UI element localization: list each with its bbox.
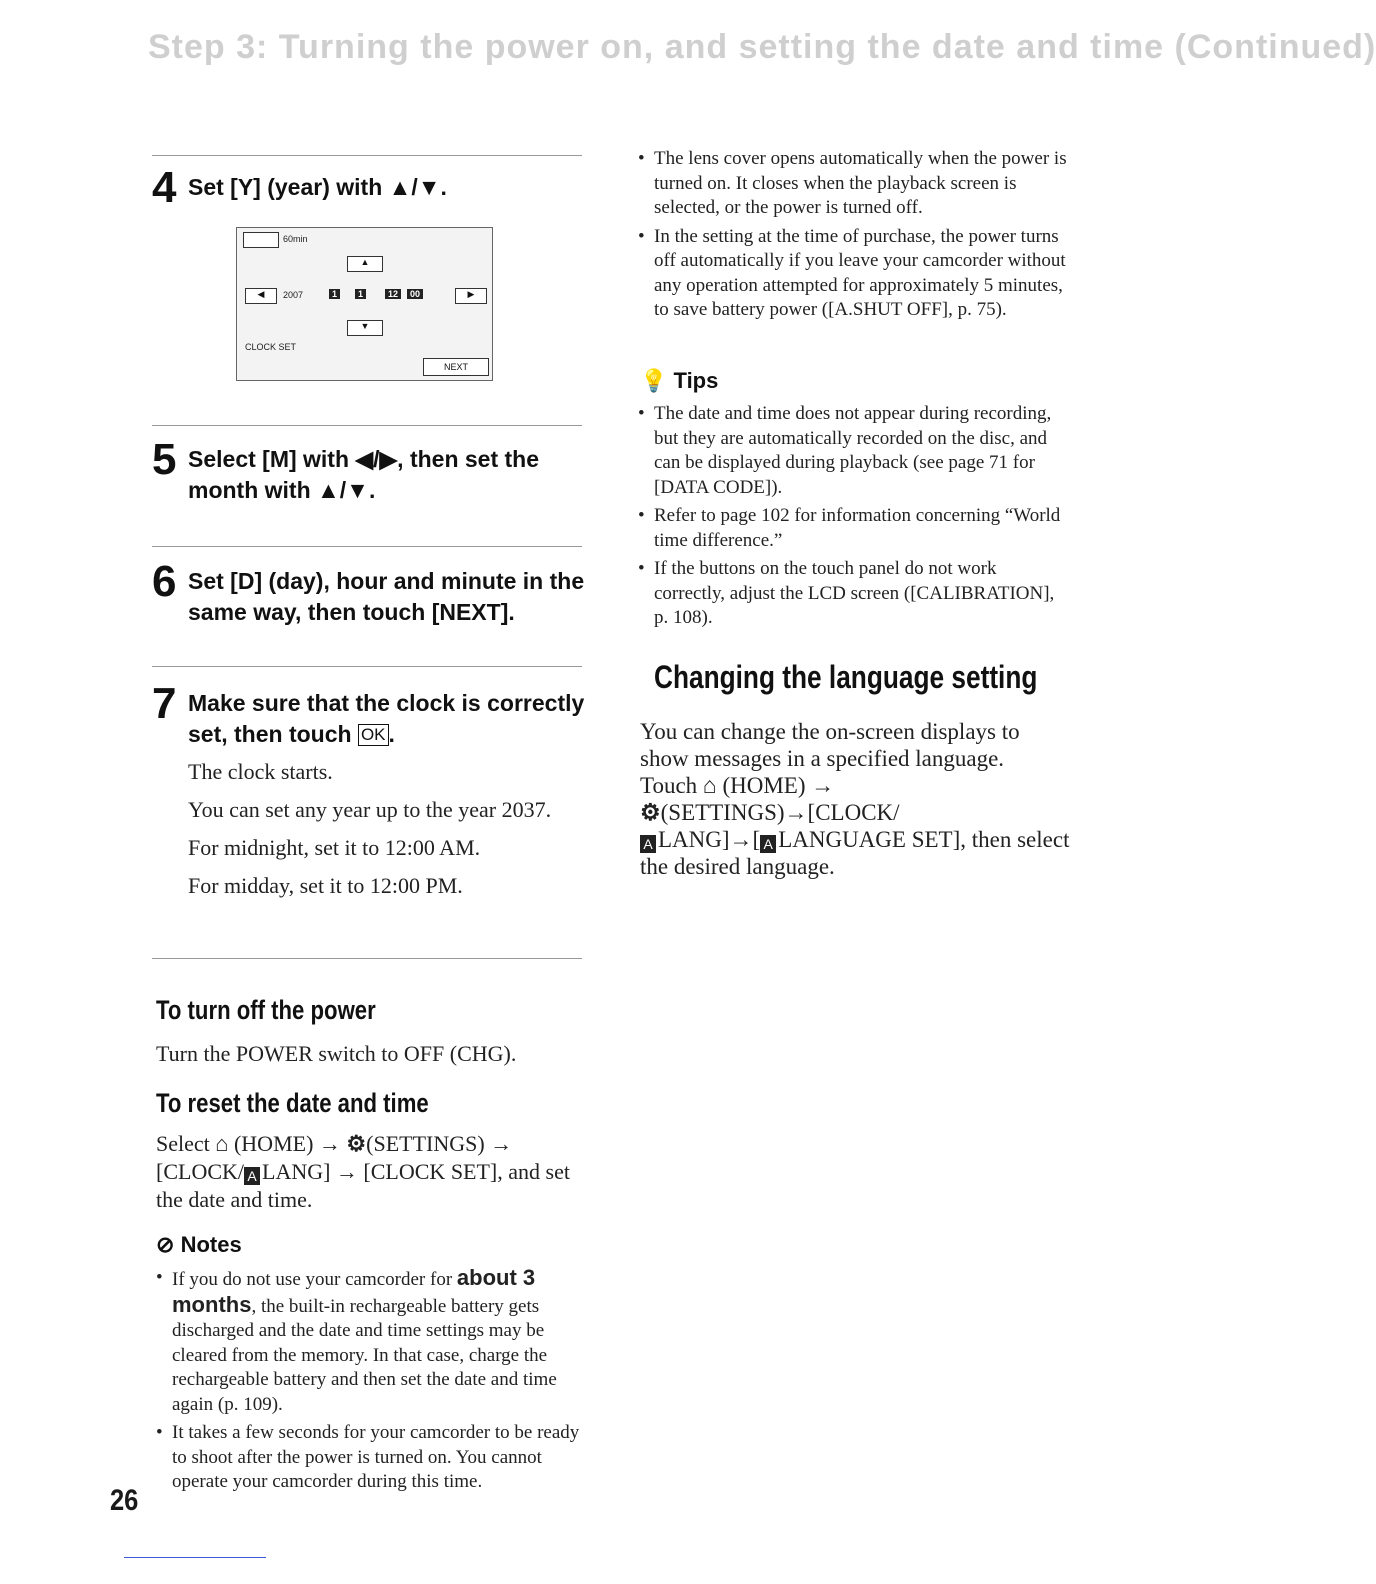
footer-line	[124, 1557, 266, 1558]
turn-off-body: Turn the POWER switch to OFF (CHG).	[156, 1041, 517, 1066]
note-item: • It takes a few seconds for your camcorder to be ready to shoot after the power is turned on. You cannot operate your camcorder during this time.	[156, 1422, 580, 1492]
battery-remaining: 60min	[283, 234, 308, 244]
step-5	[152, 435, 592, 506]
step-paragraph: You can set any year up to the year 2037.	[188, 797, 552, 822]
notes-list	[156, 1266, 584, 1499]
step-number: 5	[152, 435, 177, 484]
step-number: 7	[152, 679, 177, 728]
up-button[interactable]: ▲	[347, 256, 383, 272]
language-title: Changing the language setting	[654, 659, 1038, 695]
notes-title: ⊘ Notes	[156, 1232, 242, 1257]
note-item: • If you do not use your camcorder for about 3 months, the built-in rechargeable battery gets discharged and the date and time settings may be cleared from the memory. In that case, charge the rechargeable battery and then set the date and time again (p. 109).	[156, 1265, 557, 1415]
step-paragraph: The clock starts.	[188, 759, 333, 784]
home-icon: ⌂	[215, 1131, 229, 1156]
reset-title: To reset the date and time	[156, 1088, 429, 1118]
language-body: You can change the on-screen displays to show messages in a specified language. Touch ⌂ (HOME) → ⚙(SETTINGS)→[CLOCK/ A LANG]→[ A LANGUAGE SET], then select the desired language.	[640, 719, 1070, 879]
step-4	[152, 163, 592, 212]
tips-list	[638, 402, 1068, 635]
tip-item: • If the buttons on the touch panel do not work correctly, adjust the LCD screen ([CALIBRATION], p. 108).	[638, 558, 1055, 628]
info-list	[638, 147, 1068, 327]
tips-title: 💡 Tips	[640, 368, 719, 393]
info-item: • The lens cover opens automatically when the power is turned on. It closes when the playback screen is selected, or the power is turned off.	[638, 148, 1067, 218]
hour-value: 12	[385, 289, 401, 299]
screen-corner-button	[243, 232, 279, 248]
minute-value: 00	[407, 289, 423, 299]
divider	[152, 155, 582, 156]
step-text: Select [M] with ◀/▶, then set the month with ▲/▼.	[188, 446, 540, 503]
down-button[interactable]: ▼	[347, 320, 383, 336]
language-icon: A	[244, 1167, 260, 1185]
page-header: Step 3: Turning the power on, and setting the date and time (Continued)	[148, 28, 1376, 66]
left-button[interactable]: ◀	[245, 288, 277, 304]
month-value: 1	[329, 289, 340, 299]
step-text: Set [D] (day), hour and minute in the same way, then touch [NEXT].	[188, 568, 585, 625]
divider	[152, 958, 582, 959]
step-paragraph: For midnight, set it to 12:00 AM.	[188, 835, 481, 860]
step-text: Set [Y] (year) with ▲/▼.	[188, 174, 447, 200]
year-value: 2007	[283, 290, 304, 300]
step-paragraph: For midday, set it to 12:00 PM.	[188, 873, 463, 898]
tip-item: • Refer to page 102 for information concerning “World time difference.”	[638, 505, 1061, 551]
tip-item: • The date and time does not appear during recording, but they are automatically recorded on the disc, and can be displayed during playback (see page 71 for [DATA CODE]).	[638, 403, 1052, 498]
step-6	[152, 557, 592, 628]
screen-title: CLOCK SET	[245, 342, 297, 352]
language-icon: A	[640, 835, 656, 853]
info-item: • In the setting at the time of purchase, the power turns off automatically if you leave your camcorder without any operation attempted for approximately 5 minutes, to save battery power ([A.SHUT OFF], p. 75).	[638, 225, 1066, 320]
clock-set-screen	[236, 227, 493, 381]
turn-off-title: To turn off the power	[156, 995, 376, 1025]
notes-icon: ⊘	[156, 1232, 175, 1257]
divider	[152, 425, 582, 426]
step-7	[152, 679, 592, 900]
settings-icon: ⚙	[640, 800, 661, 825]
next-button[interactable]: NEXT	[423, 358, 489, 376]
page-number: 26	[110, 1484, 139, 1517]
day-value: 1	[355, 289, 366, 299]
home-icon: ⌂	[702, 773, 717, 798]
language-icon: A	[760, 835, 776, 853]
step-number: 6	[152, 557, 177, 606]
settings-icon: ⚙	[346, 1131, 367, 1156]
lightbulb-icon: 💡	[640, 368, 668, 393]
right-button[interactable]: ▶	[455, 288, 487, 304]
ok-button-icon: OK	[358, 724, 389, 746]
divider	[152, 546, 582, 547]
step-number: 4	[152, 163, 177, 212]
step-7-body	[188, 758, 592, 900]
reset-body: Select ⌂ (HOME) → ⚙(SETTINGS) → [CLOCK/ A LANG] → [CLOCK SET], and set the date and time.	[156, 1131, 570, 1212]
step-text: Make sure that the clock is correctly set, then touch OK .	[188, 690, 585, 747]
divider	[152, 666, 582, 667]
